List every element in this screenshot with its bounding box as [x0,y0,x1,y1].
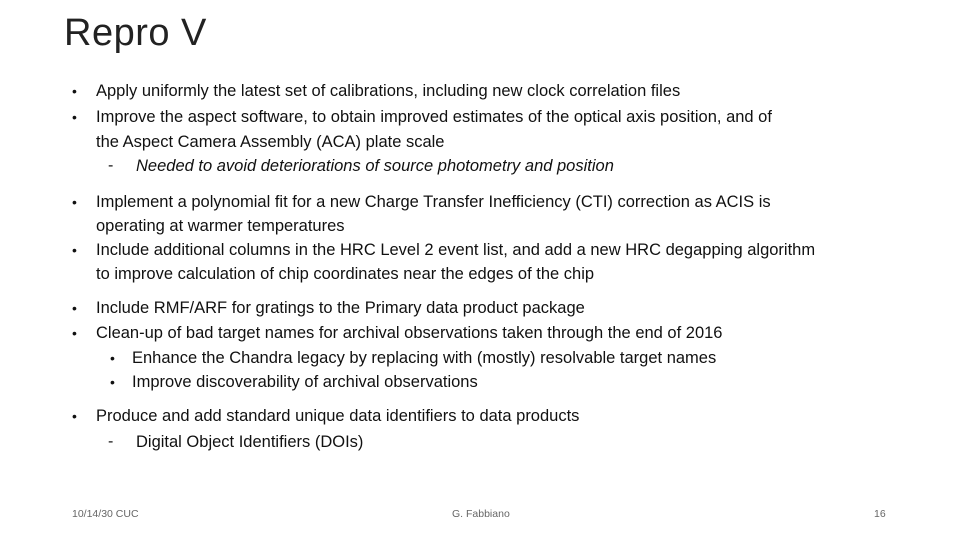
bullet-item: Apply uniformly the latest set of calibrations, including new clock correlation files [96,82,681,100]
bullet-icon: • [72,194,77,210]
footer-author: G. Fabbiano [452,508,510,520]
bullet-item: Include additional columns in the HRC Level 2 event list, and add a new HRC degapping algorithm [96,241,816,259]
bullet-icon: • [72,242,77,258]
slide-title: Repro V [64,12,207,54]
bullet-icon: • [72,300,77,316]
dash-icon: - [108,157,114,174]
footer-date: 10/14/30 CUC [72,508,139,520]
sub-bullet-icon: • [110,350,115,366]
bullet-item: Produce and add standard unique data identifiers to data products [96,407,580,425]
bullet-item: Include RMF/ARF for gratings to the Primary data product package [96,299,585,317]
sub-item: Digital Object Identifiers (DOIs) [136,433,364,451]
bullet-item: Improve the aspect software, to obtain improved estimates of the optical axis position, and of [96,108,772,126]
bullet-icon: • [72,83,77,99]
bullet-icon: • [72,408,77,424]
bullet-item-continuation: operating at warmer temperatures [96,217,345,235]
sub-bullet-icon: • [110,374,115,390]
sub-item: Improve discoverability of archival observations [132,373,478,391]
bullet-item: Clean-up of bad target names for archival observations taken through the end of 2016 [96,324,723,342]
bullet-icon: • [72,109,77,125]
bullet-item-continuation: the Aspect Camera Assembly (ACA) plate scale [96,133,445,151]
bullet-icon: • [72,325,77,341]
dash-icon: - [108,433,114,450]
sub-item: Needed to avoid deteriorations of source photometry and position [136,157,614,175]
bullet-item-continuation: to improve calculation of chip coordinates near the edges of the chip [96,265,595,283]
sub-item: Enhance the Chandra legacy by replacing with (mostly) resolvable target names [132,349,717,367]
footer-page-number: 16 [874,508,886,520]
bullet-item: Implement a polynomial fit for a new Charge Transfer Inefficiency (CTI) correction as ACIS is [96,193,771,211]
